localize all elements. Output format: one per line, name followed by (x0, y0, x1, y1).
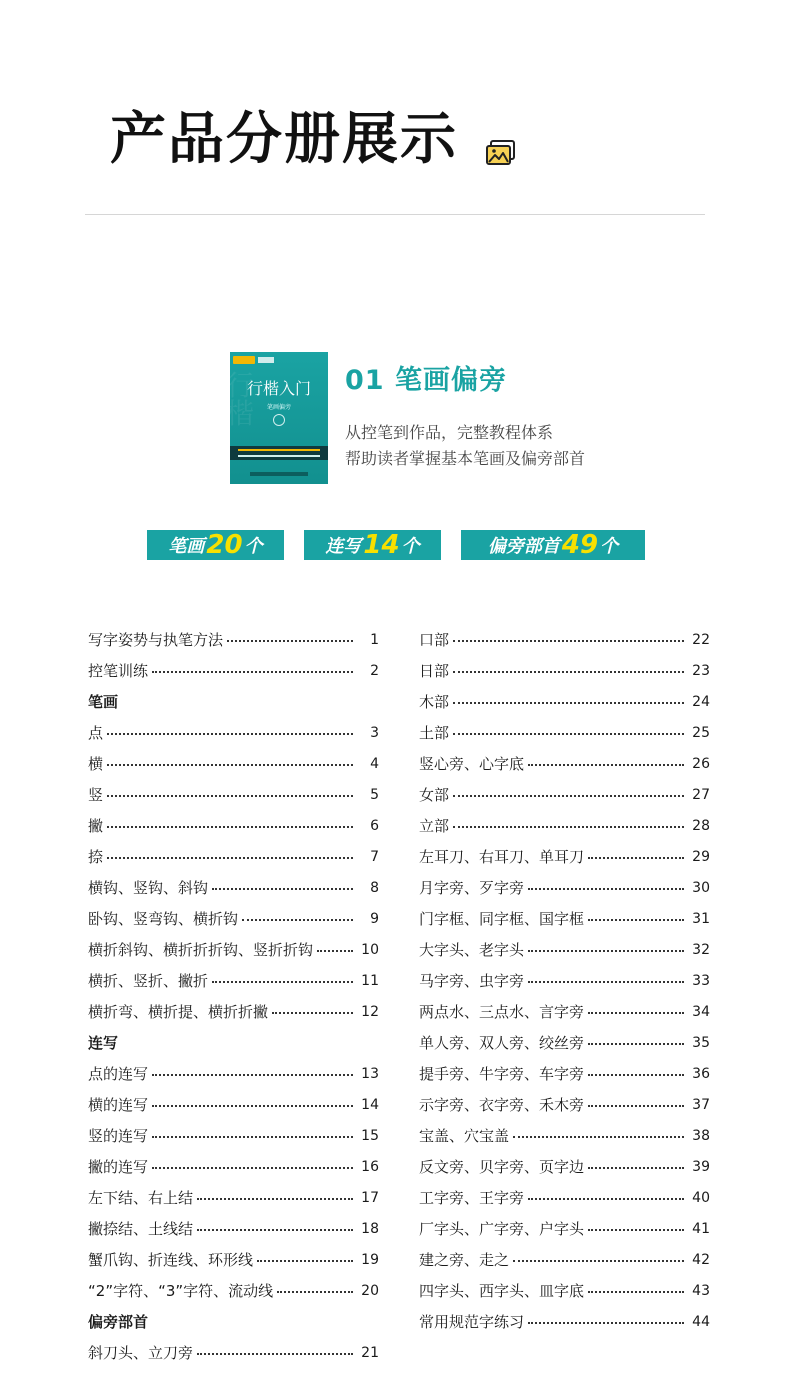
toc-page-number: 25 (692, 724, 710, 741)
tag-unit: 个 (401, 536, 420, 557)
toc-entry (88, 810, 379, 841)
tag-number: 20 (206, 530, 243, 560)
toc-entry (88, 1244, 379, 1275)
tag-unit: 个 (244, 536, 263, 557)
cover-band (230, 446, 328, 460)
toc-page-number: 42 (692, 1251, 710, 1268)
toc-entry-label: 两点水、三点水、言字旁 (419, 1003, 585, 1021)
header-divider (85, 214, 705, 215)
toc-entry-label: “2”字符、“3”字符、流动线 (88, 1282, 274, 1300)
toc-leader-dots (257, 1260, 353, 1262)
toc-entry-label: 马字旁、虫字旁 (419, 972, 525, 990)
book-info (345, 352, 585, 484)
toc-entry-label: 竖心旁、心字底 (419, 755, 525, 773)
toc-entry-label: 示字旁、衣字旁、禾木旁 (419, 1096, 585, 1114)
toc-page-number: 12 (361, 1003, 379, 1020)
toc-entry (88, 1275, 379, 1306)
toc-page-number: 33 (692, 972, 710, 989)
toc-leader-dots (528, 1198, 684, 1200)
toc-entry-label: 口部 (419, 631, 450, 649)
toc-entry (419, 1306, 710, 1337)
toc-leader-dots (227, 640, 353, 642)
toc-leader-dots (588, 1167, 684, 1169)
toc-page-number: 38 (692, 1127, 710, 1144)
toc-leader-dots (588, 1291, 684, 1293)
toc-entry-label: 月字旁、歹字旁 (419, 879, 525, 897)
toc-entry-label: 斜刀头、立刀旁 (88, 1344, 194, 1362)
tag-label: 笔画 (168, 536, 205, 557)
toc-leader-dots (453, 733, 684, 735)
toc-entry-label: 宝盖、穴宝盖 (419, 1127, 510, 1145)
toc-leader-dots (513, 1260, 684, 1262)
toc-entry-label: 竖 (88, 786, 104, 804)
toc-page-number: 14 (361, 1096, 379, 1113)
toc-entry (419, 810, 710, 841)
toc-leader-dots (528, 950, 684, 952)
book-desc-line: 帮助读者掌握基本笔画及偏旁部首 (345, 449, 586, 468)
toc-entry (419, 1244, 710, 1275)
toc-entry (419, 1058, 710, 1089)
toc-entry-label: 撇捺结、土线结 (88, 1220, 194, 1238)
toc-leader-dots (588, 919, 684, 921)
toc-entry (419, 934, 710, 965)
toc-page-number: 31 (692, 910, 710, 927)
toc-leader-dots (453, 671, 684, 673)
toc-entry (419, 872, 710, 903)
toc-section-heading (88, 1306, 379, 1337)
toc-entry-label: 横折弯、横折提、横折折撇 (88, 1003, 269, 1021)
toc-entry-label: 女部 (419, 786, 450, 804)
toc-entry-label: 左下结、右上结 (88, 1189, 194, 1207)
toc-section-heading (88, 686, 379, 717)
toc-entry (88, 1337, 379, 1368)
toc-entry (419, 1151, 710, 1182)
toc-entry-label: 门字框、同字框、国字框 (419, 910, 585, 928)
toc-entry (419, 965, 710, 996)
book-desc-line: 从控笔到作品，完整教程体系 (345, 423, 554, 442)
toc-entry-label: 控笔训练 (88, 662, 149, 680)
toc-entry-label: 横钩、竖钩、斜钩 (88, 879, 209, 897)
toc-leader-dots (588, 857, 684, 859)
toc-entry-label: 撇的连写 (88, 1158, 149, 1176)
toc-page-number: 32 (692, 941, 710, 958)
toc-leader-dots (107, 826, 353, 828)
toc-entry (419, 748, 710, 779)
toc-entry-label: 笔画 (88, 693, 119, 711)
toc-page-number: 22 (692, 631, 710, 648)
toc-entry (88, 1182, 379, 1213)
toc-entry-label: 卧钩、竖弯钩、横折钩 (88, 910, 239, 928)
toc-entry-label: 横的连写 (88, 1096, 149, 1114)
toc-page-number: 36 (692, 1065, 710, 1082)
toc-leader-dots (588, 1229, 684, 1231)
tag-strokes (147, 530, 284, 560)
toc-entry (88, 1213, 379, 1244)
toc-page-number: 28 (692, 817, 710, 834)
tag-label: 连写 (325, 536, 362, 557)
toc-leader-dots (107, 795, 353, 797)
toc-entry-label: 捺 (88, 848, 104, 866)
toc-entry-label: 土部 (419, 724, 450, 742)
tag-number: 49 (561, 530, 599, 560)
toc-entry-label: 蟹爪钩、折连线、环形线 (88, 1251, 254, 1269)
toc-entry-label: 写字姿势与执笔方法 (88, 631, 224, 649)
toc-entry-label: 点的连写 (88, 1065, 149, 1083)
toc-leader-dots (317, 950, 353, 952)
toc-entry-label: 撇 (88, 817, 104, 835)
book-heading: 01 笔画偏旁 (345, 365, 507, 396)
toc-page-number: 10 (361, 941, 379, 958)
toc-leader-dots (197, 1198, 353, 1200)
toc-page-number: 18 (361, 1220, 379, 1237)
toc-entry-label: 工字旁、王字旁 (419, 1189, 525, 1207)
toc-leader-dots (528, 888, 684, 890)
toc-entry-label: 横 (88, 755, 104, 773)
toc-entry (88, 779, 379, 810)
toc-leader-dots (453, 702, 684, 704)
toc-page-number: 6 (370, 817, 379, 834)
toc-page-number: 16 (361, 1158, 379, 1175)
toc-entry (88, 1151, 379, 1182)
book-cover (226, 352, 328, 484)
toc-page-number: 39 (692, 1158, 710, 1175)
toc-entry-label: 反文旁、贝字旁、页字边 (419, 1158, 585, 1176)
toc-leader-dots (152, 1074, 353, 1076)
toc-leader-dots (272, 1012, 353, 1014)
cover-watermark: 行 楷 (226, 369, 255, 430)
toc-entry-label: 木部 (419, 693, 450, 711)
book-description (345, 420, 585, 472)
toc-page-number: 4 (370, 755, 379, 772)
toc-entry-label: 立部 (419, 817, 450, 835)
toc-page-number: 5 (370, 786, 379, 803)
toc-leader-dots (528, 764, 684, 766)
toc-entry (88, 872, 379, 903)
toc-page-number: 20 (361, 1282, 379, 1299)
toc-entry (88, 655, 379, 686)
toc-leader-dots (528, 981, 684, 983)
toc-page-number: 35 (692, 1034, 710, 1051)
toc-entry (419, 1275, 710, 1306)
toc-page-number: 21 (361, 1344, 379, 1361)
toc-entry (88, 965, 379, 996)
toc-page-number: 2 (370, 662, 379, 679)
toc-entry (88, 996, 379, 1027)
page-title: 产品分册展示 (110, 107, 458, 172)
toc-leader-dots (197, 1353, 353, 1355)
toc-entry (88, 841, 379, 872)
toc-entry (88, 903, 379, 934)
cover-title: 行楷入门 (246, 379, 311, 398)
toc-entry (419, 1089, 710, 1120)
toc-page-number: 3 (370, 724, 379, 741)
cover-band-line (238, 455, 320, 457)
toc-leader-dots (152, 1105, 353, 1107)
toc-page-number: 17 (361, 1189, 379, 1206)
toc-page-number: 43 (692, 1282, 710, 1299)
cover-band-line (238, 449, 320, 451)
toc-entry-label: 四字头、西字头、皿字底 (419, 1282, 585, 1300)
toc-page-number: 1 (370, 631, 379, 648)
toc-page-number: 8 (370, 879, 379, 896)
toc-leader-dots (107, 764, 353, 766)
toc-leader-dots (513, 1136, 684, 1138)
toc-page-number: 27 (692, 786, 710, 803)
toc-right-column (419, 624, 710, 1337)
toc-entry (88, 934, 379, 965)
toc-leader-dots (212, 888, 353, 890)
brand-logo (233, 356, 255, 364)
tag-connected (304, 530, 441, 560)
toc-entry-label: 单人旁、双人旁、绞丝旁 (419, 1034, 585, 1052)
cover-brand-bar (233, 355, 325, 365)
toc-entry-label: 建之旁、走之 (419, 1251, 510, 1269)
toc-leader-dots (107, 857, 353, 859)
toc-entry-label: 常用规范字练习 (419, 1313, 525, 1331)
toc-entry (88, 1089, 379, 1120)
toc-entry (419, 1213, 710, 1244)
toc-entry (419, 779, 710, 810)
toc-page-number: 41 (692, 1220, 710, 1237)
tag-unit: 个 (600, 536, 619, 557)
toc-page-number: 37 (692, 1096, 710, 1113)
toc-page-number: 40 (692, 1189, 710, 1206)
toc-leader-dots (588, 1012, 684, 1014)
toc-entry (419, 655, 710, 686)
toc-leader-dots (107, 733, 353, 735)
toc-entry-label: 厂字头、广字旁、户字头 (419, 1220, 585, 1238)
cover-subtitle: 笔画偏旁 (266, 404, 291, 411)
toc-entry (419, 624, 710, 655)
toc-page-number: 34 (692, 1003, 710, 1020)
toc-page-number: 13 (361, 1065, 379, 1082)
toc-entry-label: 提手旁、牛字旁、车字旁 (419, 1065, 585, 1083)
tag-radicals (461, 530, 645, 560)
toc-page-number: 26 (692, 755, 710, 772)
page-header (110, 107, 516, 172)
tag-label: 偏旁部首 (487, 536, 560, 557)
toc-leader-dots (453, 795, 684, 797)
toc-leader-dots (453, 826, 684, 828)
toc-entry (88, 624, 379, 655)
toc-page-number: 23 (692, 662, 710, 679)
toc-entry (88, 1120, 379, 1151)
toc-page-number: 44 (692, 1313, 710, 1330)
toc-page-number: 7 (370, 848, 379, 865)
toc-leader-dots (588, 1074, 684, 1076)
toc-entry-label: 左耳刀、右耳刀、单耳刀 (419, 848, 585, 866)
toc-leader-dots (588, 1043, 684, 1045)
toc-entry-label: 偏旁部首 (88, 1313, 149, 1331)
toc-leader-dots (453, 640, 684, 642)
toc-page-number: 15 (361, 1127, 379, 1144)
toc-page-number: 9 (370, 910, 379, 927)
book-section (226, 352, 586, 484)
toc-entry-label: 大字头、老字头 (419, 941, 525, 959)
toc-page-number: 11 (361, 972, 379, 989)
toc-entry (419, 996, 710, 1027)
toc-leader-dots (197, 1229, 353, 1231)
toc-entry (88, 748, 379, 779)
brand-author (258, 357, 274, 363)
toc-leader-dots (242, 919, 353, 921)
toc-entry-label: 点 (88, 724, 104, 742)
toc-entry (419, 717, 710, 748)
toc-leader-dots (528, 1322, 684, 1324)
toc-page-number: 19 (361, 1251, 379, 1268)
toc-leader-dots (152, 1136, 353, 1138)
toc-leader-dots (152, 1167, 353, 1169)
toc-entry (88, 1058, 379, 1089)
toc-leader-dots (277, 1291, 353, 1293)
toc-entry (419, 1027, 710, 1058)
toc-page-number: 24 (692, 693, 710, 710)
toc-leader-dots (152, 671, 353, 673)
toc-page-number: 30 (692, 879, 710, 896)
toc-entry (419, 1120, 710, 1151)
toc-entry-label: 横折、竖折、撇折 (88, 972, 209, 990)
toc-entry (419, 686, 710, 717)
tag-number: 14 (363, 530, 400, 560)
toc-entry-label: 竖的连写 (88, 1127, 149, 1145)
toc-entry-label: 连写 (88, 1034, 119, 1052)
count-tags (147, 530, 645, 560)
toc-entry (419, 841, 710, 872)
image-gallery-icon (486, 140, 516, 166)
toc-entry (419, 903, 710, 934)
toc-leader-dots (212, 981, 353, 983)
toc-leader-dots (588, 1105, 684, 1107)
toc-entry (88, 717, 379, 748)
toc-section-heading (88, 1027, 379, 1058)
toc-entry (419, 1182, 710, 1213)
cover-footer (250, 472, 308, 476)
toc-entry-label: 日部 (419, 662, 450, 680)
toc-page-number: 29 (692, 848, 710, 865)
toc-left-column (88, 624, 379, 1368)
cover-seal-icon (273, 414, 285, 426)
toc-entry-label: 横折斜钩、横折折折钩、竖折折钩 (88, 941, 314, 959)
